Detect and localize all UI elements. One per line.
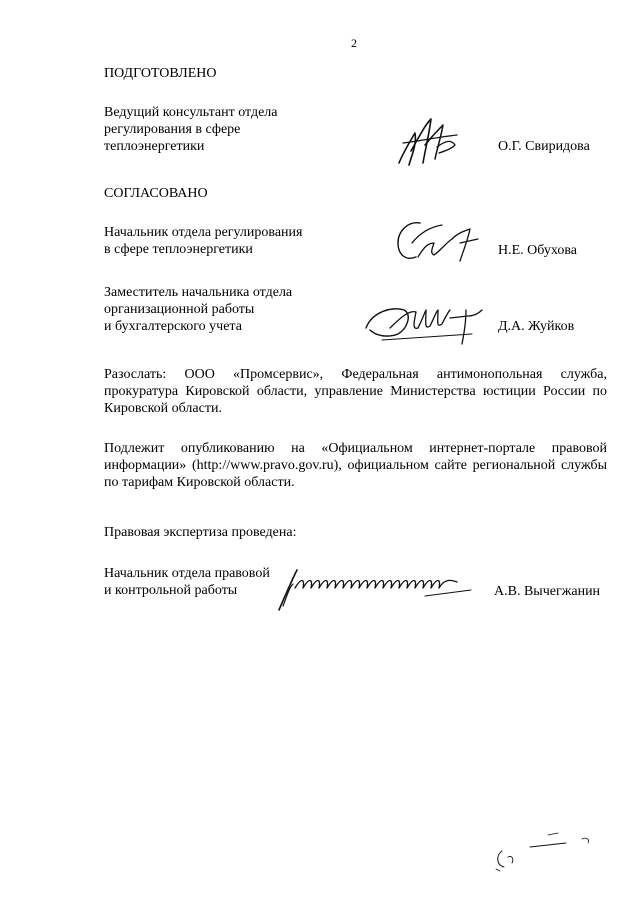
position-line: теплоэнергетики xyxy=(104,139,205,154)
agreed-heading: СОГЛАСОВАНО xyxy=(104,186,208,201)
position-line: Начальник отдела регулирования xyxy=(104,225,303,240)
pencil-marks xyxy=(490,825,605,875)
signature-zhuikov xyxy=(362,298,492,348)
prepared-position xyxy=(104,104,278,155)
position-line: регулирования в сфере xyxy=(104,122,241,137)
distribution-paragraph: Разослать: ООО «Промсервис», Федеральная антимонопольная служба, прокуратура Кировской области, управление Министерства юстиции России по Кировской области. xyxy=(104,367,607,416)
position-line: организационной работы xyxy=(104,302,255,317)
position-line: Ведущий консультант отдела xyxy=(104,105,278,120)
agreed-signer-2-position xyxy=(104,284,292,335)
signature-obukhova xyxy=(390,213,485,268)
publication-paragraph: Подлежит опубликованию на «Официальном интернет-портале правовой информации» (http://www.pravo.gov.ru), официальном сайте региональной службы по тарифам Кировской области. xyxy=(104,441,607,490)
signature-sviridova xyxy=(395,115,465,170)
position-line: в сфере теплоэнергетики xyxy=(104,242,253,257)
position-line: Заместитель начальника отдела xyxy=(104,285,293,300)
prepared-name: О.Г. Свиридова xyxy=(498,139,590,154)
prepared-heading: ПОДГОТОВЛЕНО xyxy=(104,66,217,81)
agreed-signer-1-name: Н.Е. Обухова xyxy=(498,243,577,258)
page-number: 2 xyxy=(351,36,357,50)
agreed-signer-1-position xyxy=(104,224,302,258)
agreed-signer-2-name: Д.А. Жуйков xyxy=(498,319,575,334)
position-line: и контрольной работы xyxy=(104,583,238,598)
legal-review-name: А.В. Вычегжанин xyxy=(494,584,601,599)
legal-review-heading: Правовая экспертиза проведена: xyxy=(104,525,297,540)
legal-review-position xyxy=(104,565,270,599)
position-line: и бухгалтерского учета xyxy=(104,319,242,334)
position-line: Начальник отдела правовой xyxy=(104,566,270,581)
signature-vychegzhanin xyxy=(275,566,475,614)
